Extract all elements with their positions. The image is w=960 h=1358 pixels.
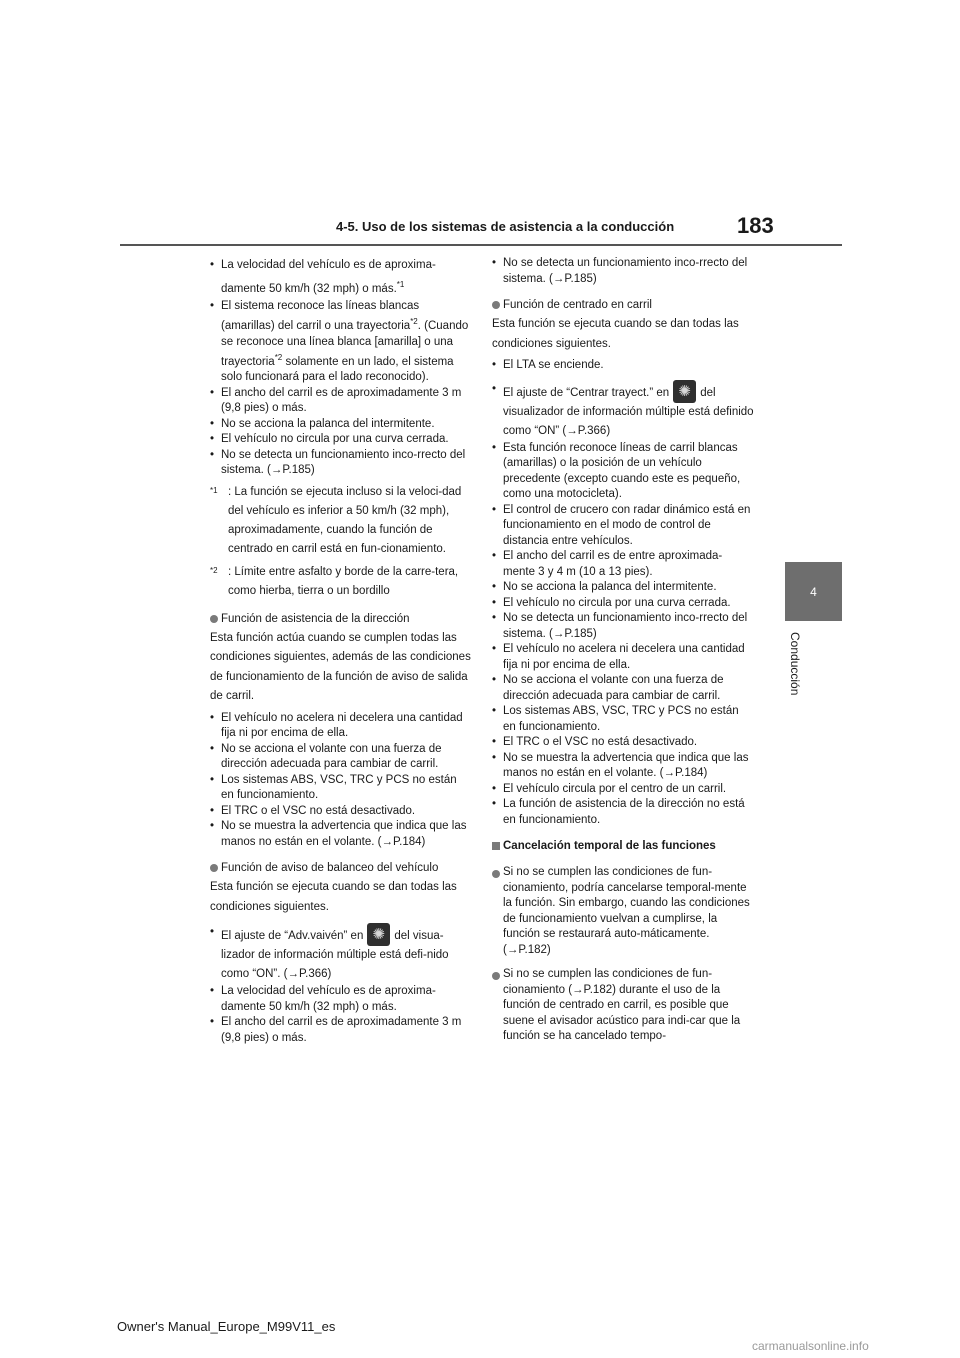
list-item: • El ancho del carril es de entre aproximada-mente 3 y 4 m (10 a 13 pies). <box>492 549 754 580</box>
subsection-heading: Función de centrado en carril <box>492 296 754 315</box>
list-item: • La función de asistencia de la dirección no está en funcionamiento. <box>492 797 754 828</box>
section-title: 4-5. Uso de los sistemas de asistencia a la conducción <box>336 219 675 234</box>
paragraph: Esta función se ejecuta cuando se dan todas las condiciones siguientes. <box>210 881 457 913</box>
list-item: • El LTA se enciende. <box>492 358 754 374</box>
chapter-label: Conducción <box>788 632 802 696</box>
list-item: • El vehículo circula por el centro de un carril. <box>492 782 754 798</box>
list-item: • No se detecta un funcionamiento inco-rrecto del sistema. (→P.185) <box>492 611 754 642</box>
list-item: • El ancho del carril es de aproximadamente 3 m (9,8 pies) o más. <box>210 1015 472 1046</box>
list-item: • No se acciona el volante con una fuerza de dirección adecuada para cambiar de carril. <box>492 673 754 704</box>
list-item: • El ajuste de “Adv.vaivén” en✺ del visua-lizador de información múltiple está defi-nido como “ON”. (→P.366) <box>210 923 472 984</box>
right-column <box>492 256 754 1045</box>
list-item: • El TRC o el VSC no está desactivado. <box>210 804 472 820</box>
list-item: • El vehículo no acelera ni decelera una cantidad fija ni por encima de ella. <box>492 642 754 673</box>
subsection-heading: Función de aviso de balanceo del vehículo <box>210 859 472 878</box>
watermark[interactable]: carmanualsonline.info <box>752 1339 869 1353</box>
subsection-heading: Función de asistencia de la dirección <box>210 610 472 629</box>
header-divider <box>120 244 842 246</box>
list-item: • No se muestra la advertencia que indica que las manos no están en el volante. (→P.184) <box>492 751 754 782</box>
paragraph: Esta función actúa cuando se cumplen todas las condiciones siguientes, además de las condiciones de funcionamiento de la función de aviso de salida de carril. <box>210 631 471 703</box>
list-item: • El sistema reconoce las líneas blancas (amarillas) del carril o una trayectoria$^{*2}$. (Cuando se reconoce una línea blanca [amarilla] o una trayectoria$^{*2}$ solamente en un lado, el sistema solo funcionará para el lado reconocido). <box>210 299 472 386</box>
settings-gear-icon <box>367 923 390 946</box>
list-item: • Los sistemas ABS, VSC, TRC y PCS no están en funcionamiento. <box>492 704 754 735</box>
list-item: • No se acciona el volante con una fuerza de dirección adecuada para cambiar de carril. <box>210 742 472 773</box>
list-item: • Esta función reconoce líneas de carril blancas (amarillas) o la posición de un vehículo precedente (excepto cuando este es pequeño, como una motocicleta). <box>492 441 754 503</box>
note-item: Si no se cumplen las condiciones de fun-cionamiento (→P.182) durante el uso de la función de centrado en carril, es posible que suene el avisador acústico para indi-car que la función se ha cancelado tempo- <box>492 967 754 1045</box>
footnote: *2 : Límite entre asfalto y borde de la carre-tera, como hierba, tierra o un bordillo <box>210 565 459 597</box>
page-number: 183 <box>737 213 774 238</box>
list-item: • El vehículo no circula por una curva cerrada. <box>492 596 754 612</box>
list-item: • El vehículo no acelera ni decelera una cantidad fija ni por encima de ella. <box>210 711 472 742</box>
list-item: • No se muestra la advertencia que indica que las manos no están en el volante. (→P.184) <box>210 819 472 850</box>
chapter-number: 4 <box>810 584 817 599</box>
note-item: Si no se cumplen las condiciones de fun-cionamiento, podría cancelarse temporal-mente la función. Sin embargo, cuando las condiciones de funcionamiento vuelvan a cumplirse, la función se restaurará auto-máticamente. (→P.182) <box>492 865 754 958</box>
list-item: • No se detecta un funcionamiento inco-rrecto del sistema. (→P.185) <box>210 448 472 479</box>
list-item: • El vehículo no circula por una curva cerrada. <box>210 432 472 448</box>
footnote: *1 : La función se ejecuta incluso si la veloci-dad del vehículo es inferior a 50 km/h (32 mph), aproximadamente, cuando la función de centrado en carril está en fun-cionamiento. <box>210 485 462 555</box>
list-item: • No se acciona la palanca del intermitente. <box>492 580 754 596</box>
settings-gear-icon <box>673 380 696 403</box>
paragraph: Esta función se ejecuta cuando se dan todas las condiciones siguientes. <box>492 318 739 350</box>
footer-text: Owner's Manual_Europe_M99V11_es <box>117 1319 336 1334</box>
section-heading: Cancelación temporal de las funciones <box>492 837 754 856</box>
list-item: • No se detecta un funcionamiento inco-rrecto del sistema. (→P.185) <box>492 256 754 287</box>
list-item: • El TRC o el VSC no está desactivado. <box>492 735 754 751</box>
list-item: • No se acciona la palanca del intermitente. <box>210 417 472 433</box>
list-item: • Los sistemas ABS, VSC, TRC y PCS no están en funcionamiento. <box>210 773 472 804</box>
list-item: • La velocidad del vehículo es de aproxima-damente 50 km/h (32 mph) o más. <box>210 984 472 1015</box>
list-item: • El control de crucero con radar dinámico está en funcionamiento en el modo de control de distancia entre vehículos. <box>492 503 754 550</box>
chapter-tab[interactable] <box>785 562 842 621</box>
list-item: • El ancho del carril es de aproximadamente 3 m (9,8 pies) o más. <box>210 386 472 417</box>
list-item: • La velocidad del vehículo es de aproxima-damente 50 km/h (32 mph) o más.$^{*1}$ <box>210 256 472 299</box>
left-column <box>210 256 472 1046</box>
list-item: • El ajuste de “Centrar trayect.” en✺ del visualizador de información múltiple está definido como “ON” (→P.366) <box>492 380 754 441</box>
